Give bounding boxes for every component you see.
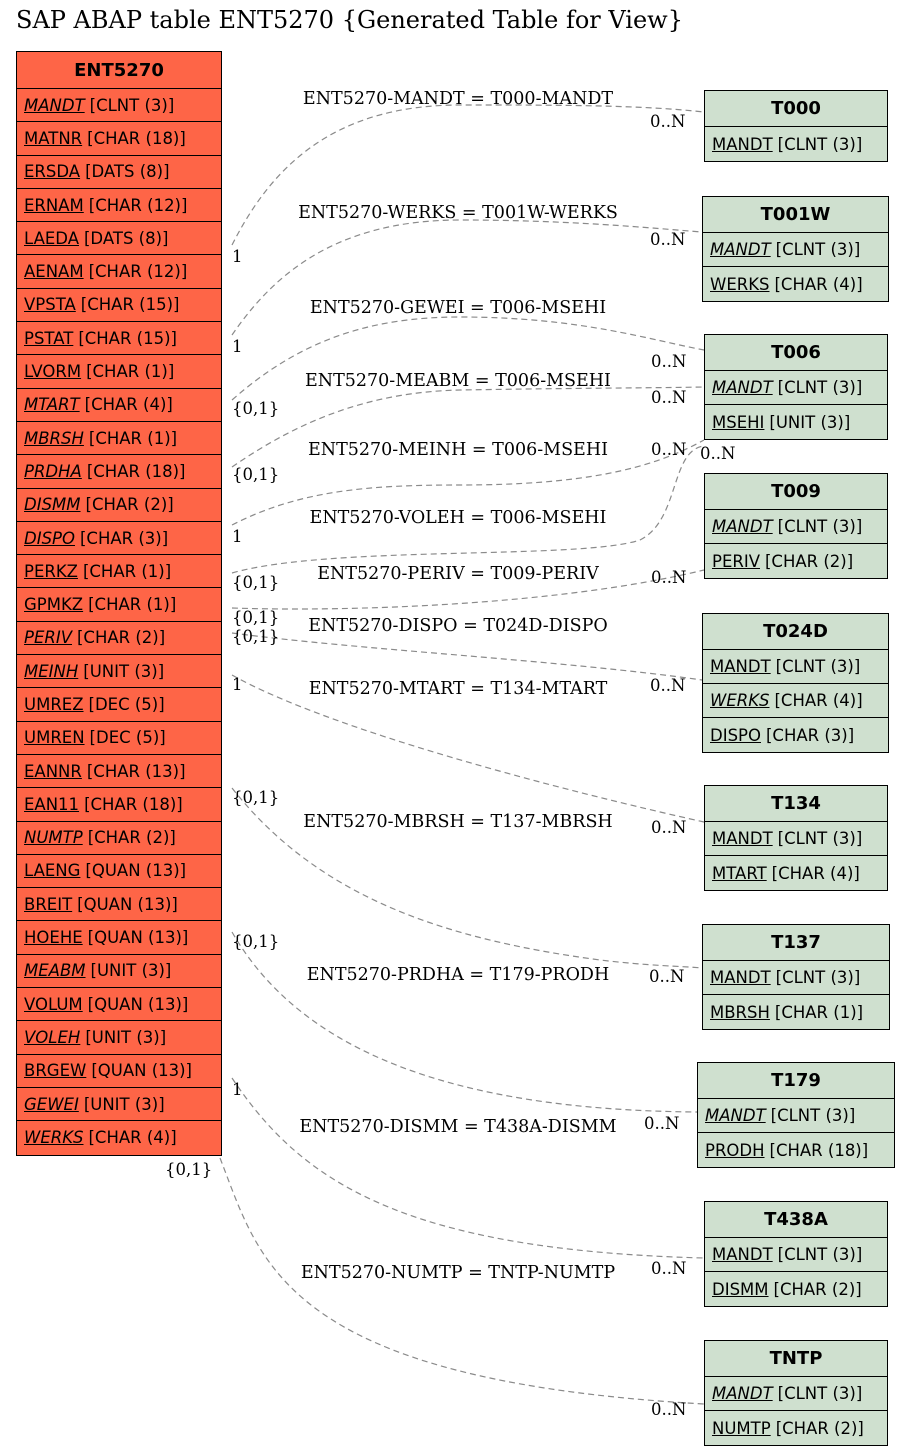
field-type: [CLNT (3)] <box>777 1384 863 1403</box>
cardinality-to: 0..N <box>651 1400 687 1419</box>
cardinality-from: {0,1} <box>232 932 280 951</box>
field-row-prdha <box>17 455 221 488</box>
table-header-ent5270: ENT5270 <box>17 52 221 89</box>
cardinality-from: 1 <box>232 675 243 694</box>
cardinality-to: 0..N <box>700 444 736 463</box>
relation-label: ENT5270-MTART = T134-MTART <box>308 679 608 699</box>
field-row-mandt <box>705 510 887 544</box>
field-type: [QUAN (13)] <box>91 1061 192 1081</box>
table-t134 <box>704 785 888 891</box>
cardinality-to: 0..N <box>651 1259 687 1278</box>
field-row-mandt <box>698 1099 894 1133</box>
field-type: [CLNT (3)] <box>777 1245 863 1264</box>
cardinality-from: 1 <box>232 337 243 356</box>
field-type: [CHAR (12)] <box>88 195 188 215</box>
field-name: MEINH <box>24 661 79 681</box>
field-type: [CHAR (3)] <box>79 528 169 548</box>
field-type: [CHAR (13)] <box>86 761 186 781</box>
table-header-t438a: T438A <box>705 1202 887 1238</box>
field-row-mandt <box>703 961 889 995</box>
field-type: [CLNT (3)] <box>777 378 863 397</box>
field-row-mandt <box>705 822 887 856</box>
cardinality-to: 0..N <box>650 230 686 249</box>
field-name: DISPO <box>24 528 75 548</box>
field-type: [CLNT (3)] <box>777 517 863 536</box>
field-type: [CHAR (4)] <box>88 1128 177 1148</box>
field-type: [CLNT (3)] <box>775 657 861 676</box>
field-name: LVORM <box>24 362 82 382</box>
cardinality-to: 0..N <box>651 388 687 407</box>
field-row-umren <box>17 722 221 755</box>
field-row-ernam <box>17 189 221 222</box>
field-name: MEABM <box>24 961 86 981</box>
field-name: UMREN <box>24 728 85 748</box>
field-row-numtp <box>17 822 221 855</box>
cardinality-from: {0,1} <box>232 465 280 484</box>
field-name: PSTAT <box>24 328 74 348</box>
field-row-periv <box>705 544 887 578</box>
field-name: NUMTP <box>24 828 83 848</box>
field-row-lvorm <box>17 355 221 388</box>
field-name: MANDT <box>712 1245 773 1264</box>
table-header-tntp: TNTP <box>705 1341 887 1377</box>
field-row-brgew <box>17 1055 221 1088</box>
field-type: [DATS (8)] <box>85 162 170 182</box>
relation-label: ENT5270-PERIV = T009-PERIV <box>317 564 599 584</box>
cardinality-from: {0,1} <box>165 1160 213 1179</box>
field-name: MBRSH <box>710 1002 770 1022</box>
relation-line <box>232 932 697 1112</box>
field-name: DISPO <box>710 725 761 745</box>
field-name: BREIT <box>24 894 73 914</box>
table-t001w <box>702 196 889 302</box>
field-type: [QUAN (13)] <box>85 861 187 881</box>
field-type: [DEC (5)] <box>88 694 165 714</box>
field-type: [CLNT (3)] <box>777 829 863 848</box>
field-row-mbrsh <box>703 995 889 1029</box>
field-type: [CHAR (18)] <box>84 794 183 814</box>
field-row-mandt <box>705 371 887 405</box>
relation-label: ENT5270-VOLEH = T006-MSEHI <box>309 508 607 528</box>
field-row-mandt <box>703 650 888 684</box>
field-row-mtart <box>705 856 887 890</box>
field-type: [CHAR (4)] <box>774 691 863 710</box>
field-type: [CHAR (2)] <box>77 628 166 648</box>
relation-label: ENT5270-GEWEI = T006-MSEHI <box>309 298 607 318</box>
field-name: WERKS <box>710 274 770 294</box>
field-type: [CHAR (1)] <box>86 362 175 382</box>
field-type: [CHAR (2)] <box>87 828 176 848</box>
field-row-dismm <box>17 489 221 522</box>
field-type: [CHAR (2)] <box>85 495 174 515</box>
field-name: DISMM <box>712 1279 769 1299</box>
field-name: LAEDA <box>24 228 79 248</box>
field-name: PERIV <box>24 628 72 648</box>
field-type: [CLNT (3)] <box>89 95 175 115</box>
field-type: [CHAR (1)] <box>82 561 172 581</box>
field-name: MANDT <box>710 240 771 259</box>
table-header-t001w: T001W <box>703 197 888 233</box>
field-type: [CLNT (3)] <box>777 134 863 154</box>
field-type: [CLNT (3)] <box>770 1106 856 1125</box>
table-header-t000: T000 <box>705 91 887 127</box>
relation-label: ENT5270-MBRSH = T137-MBRSH <box>303 812 613 832</box>
field-name: MANDT <box>710 968 771 987</box>
cardinality-from: 1 <box>232 1080 243 1099</box>
field-type: [CHAR (4)] <box>771 863 860 883</box>
field-row-matnr <box>17 122 221 155</box>
field-type: [UNIT (3)] <box>83 661 165 681</box>
field-row-umrez <box>17 688 221 721</box>
table-header-t006: T006 <box>705 335 887 371</box>
field-row-mandt <box>703 233 888 267</box>
field-name: MTART <box>712 863 767 883</box>
field-type: [DEC (5)] <box>89 728 166 748</box>
cardinality-to: 0..N <box>650 676 686 695</box>
field-name: ERNAM <box>24 195 84 215</box>
field-name: WERKS <box>710 691 770 710</box>
relation-label: ENT5270-WERKS = T001W-WERKS <box>298 203 618 223</box>
field-name: EANNR <box>24 761 82 781</box>
field-name: MANDT <box>24 95 85 115</box>
field-row-laeng <box>17 855 221 888</box>
field-name: UMREZ <box>24 694 84 714</box>
field-row-mandt <box>705 1377 887 1411</box>
field-row-dismm <box>705 1272 887 1306</box>
field-type: [CHAR (2)] <box>775 1418 864 1438</box>
field-type: [CHAR (15)] <box>80 295 180 315</box>
field-name: GPMKZ <box>24 595 84 615</box>
field-type: [CHAR (1)] <box>88 428 178 448</box>
field-name: VOLEH <box>24 1027 81 1047</box>
cardinality-to: 0..N <box>650 112 686 131</box>
field-name: VPSTA <box>24 295 76 315</box>
field-row-vpsta <box>17 289 221 322</box>
cardinality-to: 0..N <box>644 1114 680 1133</box>
cardinality-to: 0..N <box>651 568 687 587</box>
field-name: PRODH <box>705 1140 765 1160</box>
cardinality-to: 0..N <box>651 352 687 371</box>
field-row-ersda <box>17 156 221 189</box>
cardinality-from: {0,1} <box>232 573 280 592</box>
field-row-werks <box>703 684 888 718</box>
field-row-perkz <box>17 555 221 588</box>
relation-label: ENT5270-DISPO = T024D-DISPO <box>308 616 608 636</box>
field-name: MANDT <box>712 378 773 397</box>
table-t024d <box>702 613 889 753</box>
field-row-eannr <box>17 755 221 788</box>
field-type: [CHAR (1)] <box>774 1002 864 1022</box>
field-row-mbrsh <box>17 422 221 455</box>
cardinality-from: {0,1} <box>232 788 280 807</box>
field-name: MSEHI <box>712 412 765 432</box>
table-t000 <box>704 90 888 162</box>
field-type: [CHAR (4)] <box>84 395 173 415</box>
relation-label: ENT5270-PRDHA = T179-PRODH <box>306 965 610 985</box>
field-row-gpmkz <box>17 588 221 621</box>
field-name: HOEHE <box>24 928 83 948</box>
field-type: [UNIT (3)] <box>769 412 851 432</box>
field-name: EAN11 <box>24 794 80 814</box>
table-t006 <box>704 334 888 440</box>
field-name: MANDT <box>705 1106 766 1125</box>
field-name: ERSDA <box>24 162 81 182</box>
table-t009 <box>704 473 888 579</box>
field-type: [QUAN (13)] <box>87 928 189 948</box>
cardinality-from: 1 <box>232 247 243 266</box>
field-name: AENAM <box>24 262 84 282</box>
field-row-numtp <box>705 1411 887 1445</box>
field-name: MANDT <box>712 1384 773 1403</box>
field-type: [CLNT (3)] <box>775 968 861 987</box>
relation-label: ENT5270-MEINH = T006-MSEHI <box>307 440 609 460</box>
field-row-aenam <box>17 255 221 288</box>
field-type: [DATS (8)] <box>84 228 169 248</box>
field-row-volum <box>17 988 221 1021</box>
field-type: [CHAR (3)] <box>765 725 855 745</box>
table-header-t179: T179 <box>698 1063 894 1099</box>
field-row-prodh <box>698 1133 894 1167</box>
cardinality-to: 0..N <box>649 967 685 986</box>
field-row-pstat <box>17 322 221 355</box>
relation-line <box>232 1078 704 1258</box>
field-row-periv <box>17 622 221 655</box>
table-header-t134: T134 <box>705 786 887 822</box>
field-name: GEWEI <box>24 1094 79 1114</box>
field-row-meabm <box>17 955 221 988</box>
field-name: MBRSH <box>24 428 84 448</box>
field-row-gewei <box>17 1088 221 1121</box>
field-type: [UNIT (3)] <box>90 961 172 981</box>
field-name: NUMTP <box>712 1418 771 1438</box>
table-header-t009: T009 <box>705 474 887 510</box>
field-name: MANDT <box>710 657 771 676</box>
field-row-mtart <box>17 389 221 422</box>
field-name: PERIV <box>712 551 760 571</box>
cardinality-to: 0..N <box>651 818 687 837</box>
field-row-mandt <box>705 1238 887 1272</box>
table-t179 <box>697 1062 895 1168</box>
field-name: PERKZ <box>24 561 78 581</box>
field-type: [CHAR (4)] <box>774 274 863 294</box>
field-name: MANDT <box>712 829 773 848</box>
field-type: [CHAR (12)] <box>88 262 188 282</box>
field-type: [QUAN (13)] <box>77 894 178 914</box>
field-type: [CHAR (18)] <box>87 128 186 148</box>
field-row-werks <box>17 1121 221 1154</box>
field-name: MTART <box>24 395 80 415</box>
table-t137 <box>702 924 890 1030</box>
field-name: VOLUM <box>24 994 83 1014</box>
table-header-t024d: T024D <box>703 614 888 650</box>
field-type: [UNIT (3)] <box>85 1027 167 1047</box>
field-row-meinh <box>17 655 221 688</box>
relation-line <box>232 105 704 245</box>
field-row-breit <box>17 888 221 921</box>
field-name: PRDHA <box>24 461 82 481</box>
field-row-dispo <box>17 522 221 555</box>
field-row-ean11 <box>17 788 221 821</box>
relation-label: ENT5270-NUMTP = TNTP-NUMTP <box>300 1263 616 1283</box>
field-name: MATNR <box>24 128 83 148</box>
field-type: [CHAR (2)] <box>765 551 854 571</box>
field-type: [CHAR (1)] <box>88 595 177 615</box>
relation-label: ENT5270-MEABM = T006-MSEHI <box>305 371 611 391</box>
field-type: [UNIT (3)] <box>83 1094 165 1114</box>
field-type: [CHAR (18)] <box>769 1140 869 1160</box>
cardinality-from: {0,1} <box>232 627 280 646</box>
field-type: [QUAN (13)] <box>87 994 189 1014</box>
field-name: MANDT <box>712 517 773 536</box>
cardinality-to: 0..N <box>651 440 687 459</box>
table-ent5270 <box>16 51 222 1156</box>
table-t438a <box>704 1201 888 1307</box>
field-name: DISMM <box>24 495 81 515</box>
field-name: MANDT <box>712 134 773 154</box>
diagram-title: SAP ABAP table ENT5270 {Generated Table for View} <box>16 6 683 34</box>
field-name: BRGEW <box>24 1061 87 1081</box>
cardinality-from: 1 <box>232 527 243 546</box>
relation-label: ENT5270-DISMM = T438A-DISMM <box>299 1117 617 1137</box>
field-row-hoehe <box>17 921 221 954</box>
field-row-werks <box>703 267 888 301</box>
table-header-t137: T137 <box>703 925 889 961</box>
field-row-mandt <box>705 127 887 161</box>
field-row-mandt <box>17 89 221 122</box>
cardinality-from: {0,1} <box>232 399 280 418</box>
field-type: [CHAR (18)] <box>86 461 186 481</box>
field-name: LAENG <box>24 861 81 881</box>
field-row-laeda <box>17 222 221 255</box>
field-type: [CHAR (2)] <box>773 1279 862 1299</box>
cardinality-from: {0,1} <box>232 608 280 627</box>
relation-line <box>232 633 702 680</box>
field-row-dispo <box>703 718 888 752</box>
relation-label: ENT5270-MANDT = T000-MANDT <box>302 89 614 109</box>
field-row-msehi <box>705 405 887 439</box>
table-tntp <box>704 1340 888 1446</box>
field-type: [CLNT (3)] <box>775 240 861 259</box>
field-row-voleh <box>17 1021 221 1054</box>
field-name: WERKS <box>24 1128 84 1148</box>
field-type: [CHAR (15)] <box>78 328 177 348</box>
